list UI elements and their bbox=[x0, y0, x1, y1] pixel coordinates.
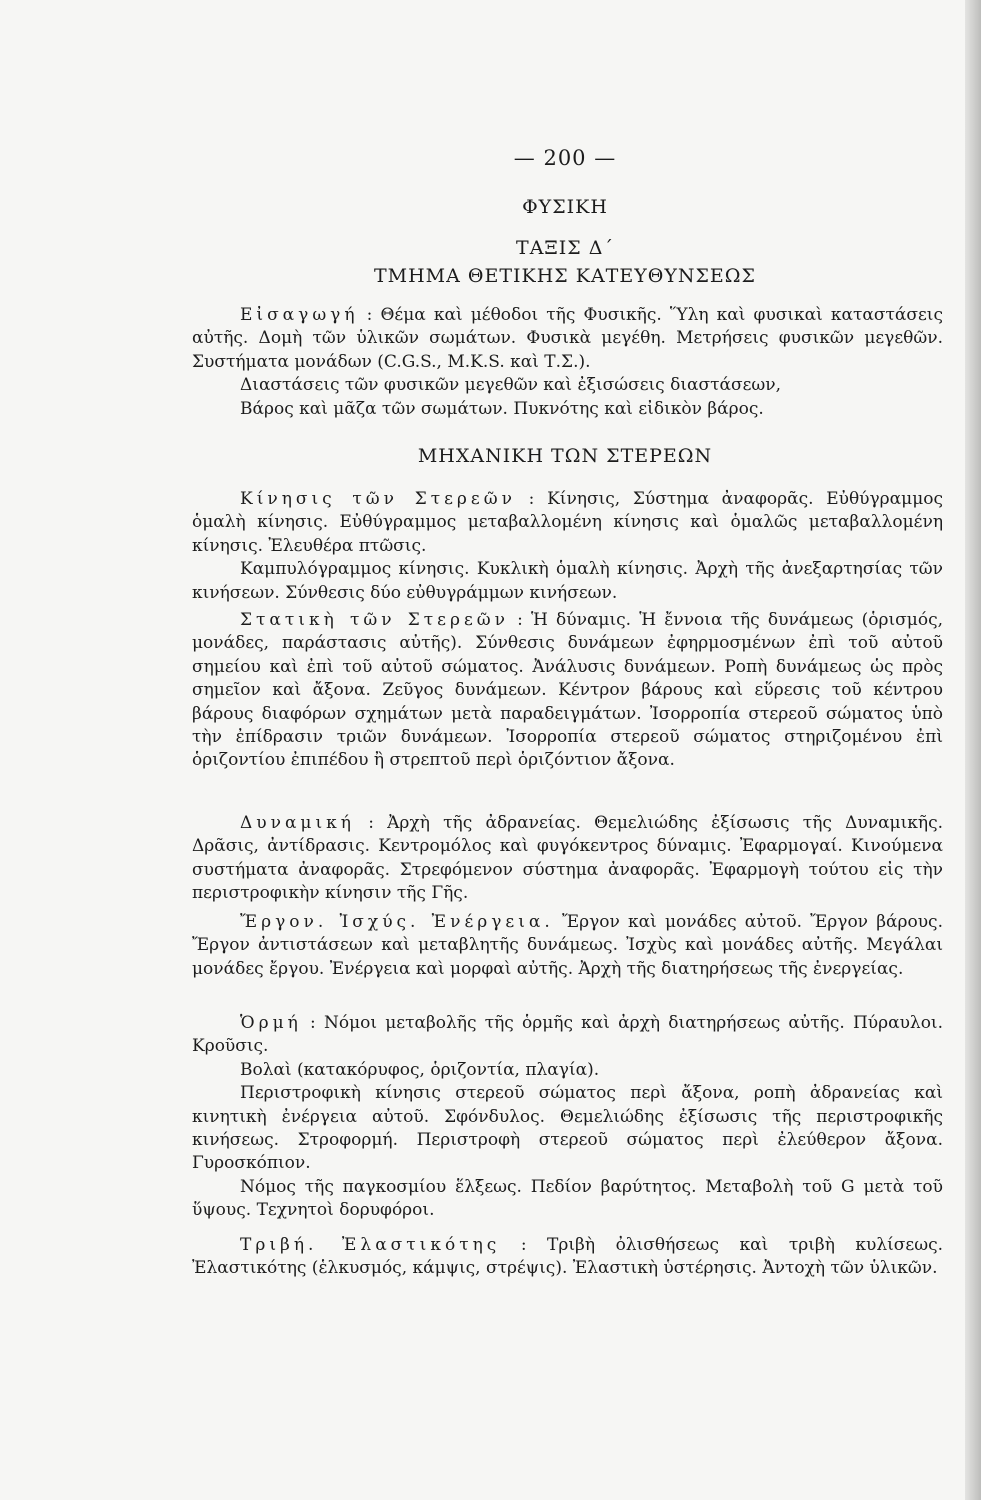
dynamics-text: : Ἀρχὴ τῆς ἀδρανείας. Θεμελιώδης ἐξίσωσις τῆς Δυναμικῆς. Δρᾶσις, ἀντίδρασις. Κεντρομόλος καὶ φυγόκεντρος δύναμις. Ἐφαρμογαί. Κινούμενα συστήματα ἀναφορᾶς. Στρεφόμενον σύστημα ἀναφορᾶς. Ἐφαρμογὴ τούτου εἰς τὴν περιστροφικὴν κίνησιν τῆς Γῆς. bbox=[192, 813, 944, 904]
kinematics-block bbox=[192, 488, 943, 605]
dynamics-block bbox=[192, 812, 943, 906]
intro-lead: Εἰσαγωγή bbox=[240, 305, 359, 325]
class-label: ΤΑΞΙΣ Δ΄ bbox=[516, 237, 614, 259]
momentum-paragraph-4: Νόμος τῆς παγκοσμίου ἕλξεως. Πεδίον βαρύτητος. Μεταβολὴ τοῦ G μετὰ τοῦ ὕψους. Τεχνητοὶ δορυφόροι. bbox=[192, 1176, 943, 1221]
kinematics-lead: Κίνησις τῶν Στερεῶν bbox=[240, 489, 516, 509]
work-block bbox=[192, 911, 943, 981]
kinematics-paragraph bbox=[192, 488, 943, 558]
intro-paragraph-2: Διαστάσεις τῶν φυσικῶν μεγεθῶν καὶ ἐξισώσεις διαστάσεων, bbox=[240, 375, 781, 396]
work-text: Ἔργον καὶ μονάδες αὐτοῦ. Ἔργον βάρους. Ἔργον ἀντιστάσεων καὶ μεταβλητῆς δυνάμεως. Ἰσχὺς καὶ μονάδες αὐτῆς. Μεγάλαι μονάδες ἔργου. Ἐνέργεια καὶ μορφαὶ αὐτῆς. Ἀρχὴ τῆς διατηρήσεως τῆς ἐνεργείας. bbox=[192, 912, 943, 979]
intro-paragraph-3: Βάρος καὶ μᾶζα τῶν σωμάτων. Πυκνότης καὶ εἰδικὸν βάρος. bbox=[240, 398, 764, 419]
dynamics-lead: Δυναμική bbox=[240, 813, 355, 833]
intro-paragraph bbox=[192, 304, 943, 374]
momentum-paragraph bbox=[192, 1012, 943, 1059]
dynamics-paragraph bbox=[192, 812, 943, 906]
momentum-text: : Νόμοι μεταβολῆς τῆς ὁρμῆς καὶ ἀρχὴ διατηρήσεως αὐτῆς. Πύραυλοι. Κροῦσις. bbox=[192, 1013, 943, 1057]
statics-block bbox=[192, 609, 943, 773]
work-paragraph bbox=[192, 911, 943, 981]
section-title: ΤΜΗΜΑ ΘΕΤΙΚΗΣ ΚΑΤΕΥΘΥΝΣΕΩΣ bbox=[373, 265, 756, 287]
work-lead: Ἔργον. Ἰσχύς. Ἐνέργεια. bbox=[240, 912, 554, 932]
momentum-block bbox=[192, 1012, 943, 1223]
document-title: ΦΥΣΙΚΗ bbox=[522, 196, 608, 218]
intro-block bbox=[192, 304, 943, 421]
friction-block bbox=[192, 1234, 943, 1281]
statics-paragraph bbox=[192, 609, 943, 773]
kinematics-text: : Κίνησις, Σύστημα ἀναφορᾶς. Εὐθύγραμμος ὁμαλὴ κίνησις. Εὐθύγραμμος μεταβαλλομένη κίνησις καὶ ὁμαλῶς μεταβαλλομένη κίνησις. Ἐλευθέρα πτῶσις. bbox=[192, 489, 944, 556]
statics-text: : Ἡ δύναμις. Ἡ ἔννοια τῆς δυνάμεως (ὁρισμός, μονάδες, παράστασις αὐτῆς). Σύνθεσις δυνάμεων ἐφηρμοσμένων ἐπὶ τοῦ αὐτοῦ σημείου καὶ ἐπὶ τοῦ αὐτοῦ σώματος. Ἀνάλυσις δυνάμεων. Ροπὴ δυνάμεως ὡς πρὸς σημεῖον καὶ ἄξονα. Ζεῦγος δυνάμεων. Κέντρον βάρους καὶ εὕρεσις τοῦ κέντρου βάρους διαφόρων σχημάτων μετὰ παραδειγμάτων. Ἰσορροπία στερεοῦ σώματος ὑπὸ τὴν ἐπίδρασιν τριῶν δυνάμεων. Ἰσορροπία στερεοῦ σώματος στηριζομένου ἐπὶ ὁριζοντίου ἐπιπέδου ἢ στρεπτοῦ περὶ ὁριζόντιον ἄξονα. bbox=[192, 610, 943, 771]
page-number: — 200 — bbox=[513, 146, 617, 170]
friction-lead: Τριβή. Ἐλαστικότης bbox=[240, 1235, 501, 1255]
momentum-paragraph-3: Περιστροφικὴ κίνησις στερεοῦ σώματος περὶ ἄξονα, ροπὴ ἀδρανείας καὶ κινητικὴ ἐνέργεια αὐτοῦ. Σφόνδυλος. Θεμελιώδης ἐξίσωσις τῆς περιστροφικῆς κινήσεως. Στροφορμή. Περιστροφὴ στερεοῦ σώματος περὶ ἐλεύθερον ἄξονα. Γυροσκόπιον. bbox=[192, 1083, 943, 1174]
kinematics-paragraph-2: Καμπυλόγραμμος κίνησις. Κυκλικὴ ὁμαλὴ κίνησις. Ἀρχὴ τῆς ἀνεξαρτησίας τῶν κινήσεων. Σύνθεσις δύο εὐθυγράμμων κινήσεων. bbox=[192, 559, 943, 603]
page-edge-shadow bbox=[965, 0, 981, 1500]
intro-text: : Θέμα καὶ μέθοδοι τῆς Φυσικῆς. Ὕλη καὶ φυσικαὶ καταστάσεις αὐτῆς. Δομὴ τῶν ὑλικῶν σωμάτων. Φυσικὰ μεγέθη. Μετρήσεις φυσικῶν μεγεθῶν. Συστήματα μονάδων (C.G.S., M.K.S. καὶ Τ.Σ.). bbox=[192, 305, 943, 372]
statics-lead: Στατικὴ τῶν Στερεῶν bbox=[240, 610, 509, 630]
friction-paragraph bbox=[192, 1234, 943, 1281]
momentum-paragraph-2: Βολαὶ (κατακόρυφος, ὁριζοντία, πλαγία). bbox=[240, 1059, 600, 1080]
friction-text: : Τριβὴ ὀλισθήσεως καὶ τριβὴ κυλίσεως. Ἐλαστικότης (ἑλκυσμός, κάμψις, στρέψις). Ἐλαστικὴ ὑστέρησις. Ἀντοχὴ τῶν ὑλικῶν. bbox=[192, 1235, 943, 1279]
mechanics-heading: ΜΗΧΑΝΙΚΗ ΤΩΝ ΣΤΕΡΕΩΝ bbox=[417, 445, 713, 467]
momentum-lead: Ὁρμή bbox=[240, 1013, 302, 1033]
